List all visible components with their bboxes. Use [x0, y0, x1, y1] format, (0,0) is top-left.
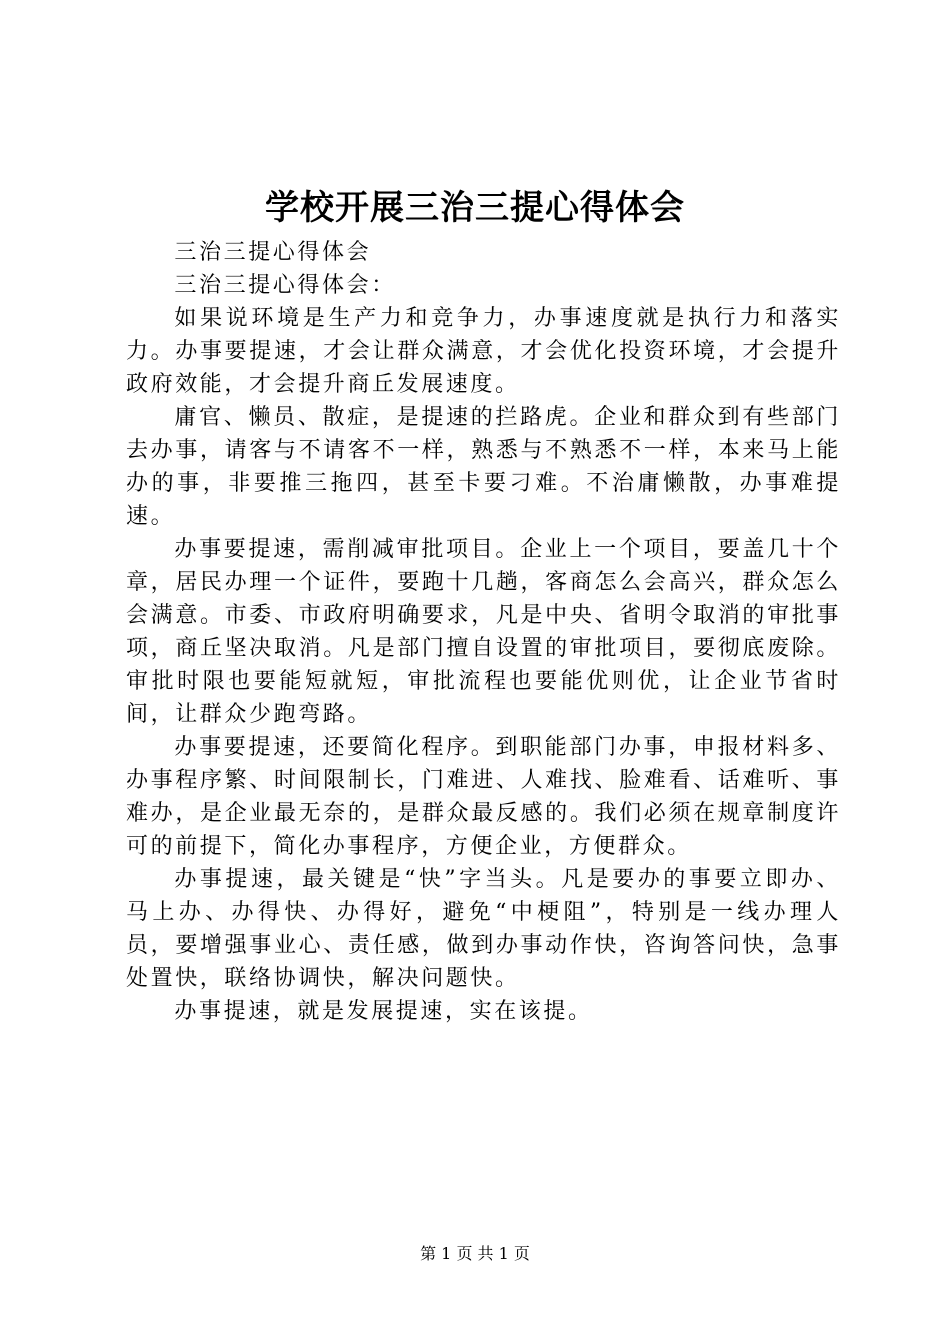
paragraph: 办事提速，就是发展提速，实在该提。	[174, 999, 593, 1024]
paragraph: 办事要提速，需削减审批项目。企业上一个项目，要盖几十个章，居民办理一个证件，要跑十几趟，客商怎么会高兴，群众怎么会满意。市委、市政府明确要求，凡是中央、省明令取消的审批事项，商丘坚决取消。凡是部门擅自设置的审批项目，要彻底废除。审批时限也要能短就短，审批流程也要能优则优，让企业节省时间，让群众少跑弯路。	[126, 537, 841, 727]
page-number-footer: 第 1 页 共 1 页	[420, 1244, 530, 1263]
document-title: 学校开展三治三提心得体会	[265, 188, 685, 228]
paragraph-subtitle: 三治三提心得体会	[174, 240, 372, 265]
paragraph: 如果说环境是生产力和竞争力，办事速度就是执行力和落实力。办事要提速，才会让群众满意，才会优化投资环境，才会提升政府效能，才会提升商丘发展速度。	[126, 306, 841, 397]
document-body	[126, 236, 841, 1028]
paragraph: 庸官、懒员、散症，是提速的拦路虎。企业和群众到有些部门去办事，请客与不请客不一样，熟悉与不熟悉不一样，本来马上能办的事，非要推三拖四，甚至卡要刁难。不治庸懒散，办事难提速。	[126, 405, 841, 529]
paragraph-heading: 三治三提心得体会：	[174, 273, 396, 298]
paragraph: 办事要提速，还要简化程序。到职能部门办事，申报材料多、办事程序繁、时间限制长，门难进、人难找、脸难看、话难听、事难办，是企业最无奈的，是群众最反感的。我们必须在规章制度许可的前提下，简化办事程序，方便企业，方便群众。	[126, 735, 841, 859]
paragraph: 办事提速，最关键是“快”字当头。凡是要办的事要立即办、马上办、办得快、办得好，避免“中梗阻”，特别是一线办理人员，要增强事业心、责任感，做到办事动作快，咨询答问快，急事处置快，联络协调快，解决问题快。	[126, 867, 841, 991]
